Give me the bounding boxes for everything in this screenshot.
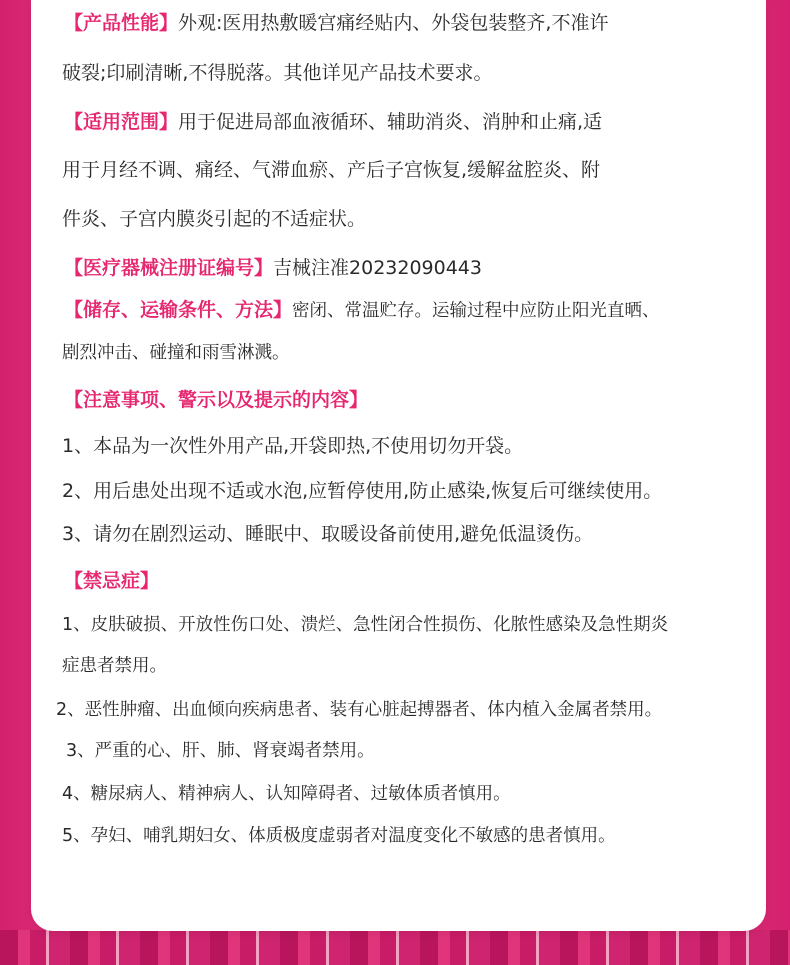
- scope-text-1: 用于促进局部血液循环、辅助消炎、消肿和止痛,适: [178, 111, 603, 133]
- notes-item-2: 2、用后患处出现不适或水泡,应暂停使用,防止感染,恢复后可继续使用。: [62, 480, 663, 502]
- storage-text-1: 密闭、常温贮存。运输过程中应防止阳光直晒、: [292, 301, 660, 321]
- scope-text-2: 用于月经不调、痛经、气滞血瘀、产后子宫恢复,缓解盆腔炎、附: [62, 159, 601, 181]
- registration-line: [64, 259, 482, 278]
- performance-text-1: 外观:医用热敷暖宫痛经贴内、外袋包装整齐,不准许: [178, 12, 609, 34]
- storage-heading: 【储存、运输条件、方法】: [64, 299, 293, 321]
- contra-item-2: 2、恶性肿瘤、出血倾向疾病患者、装有心脏起搏器者、体内植入金属者禁用。: [56, 700, 663, 720]
- contra-item-5: 5、孕妇、哺乳期妇女、体质极度虚弱者对温度变化不敏感的患者慎用。: [62, 826, 616, 846]
- performance-text-2: 破裂;印刷清晰,不得脱落。其他详见产品技术要求。: [62, 62, 493, 84]
- scope-heading: 【适用范围】: [64, 111, 179, 133]
- notes-item-1: 1、本品为一次性外用产品,开袋即热,不使用切勿开袋。: [62, 435, 524, 457]
- contra-heading-line: [64, 572, 159, 591]
- performance-line-1: [64, 14, 608, 33]
- storage-text-2: 剧烈冲击、碰撞和雨雪淋溅。: [62, 343, 290, 363]
- notes-heading: 【注意事项、警示以及提示的内容】: [64, 389, 369, 411]
- contraindications-heading: 【禁忌症】: [64, 570, 160, 592]
- contra-item-3: 3、严重的心、肝、肺、肾衰竭者禁用。: [66, 741, 375, 761]
- scope-line-1: [64, 113, 602, 132]
- scope-text-3: 件炎、子宫内膜炎引起的不适症状。: [62, 208, 367, 230]
- notes-item-3: 3、请勿在剧烈运动、睡眠中、取暖设备前使用,避免低温烫伤。: [62, 523, 594, 545]
- contra-item-1-line-2: 症患者禁用。: [62, 656, 167, 676]
- registration-number: 吉械注准20232090443: [273, 257, 482, 279]
- contra-item-1-line-1: 1、皮肤破损、开放性伤口处、溃烂、急性闭合性损伤、化脓性感染及急性期炎: [62, 615, 669, 635]
- performance-heading: 【产品性能】: [64, 12, 179, 34]
- contra-item-4: 4、糖尿病人、精神病人、认知障碍者、过敏体质者慎用。: [62, 784, 511, 804]
- notes-heading-line: [64, 391, 368, 410]
- instructions-card: [31, 0, 766, 931]
- registration-heading: 【医疗器械注册证编号】: [64, 257, 274, 279]
- storage-line-1: [64, 301, 660, 321]
- decorative-stripes: [0, 930, 790, 965]
